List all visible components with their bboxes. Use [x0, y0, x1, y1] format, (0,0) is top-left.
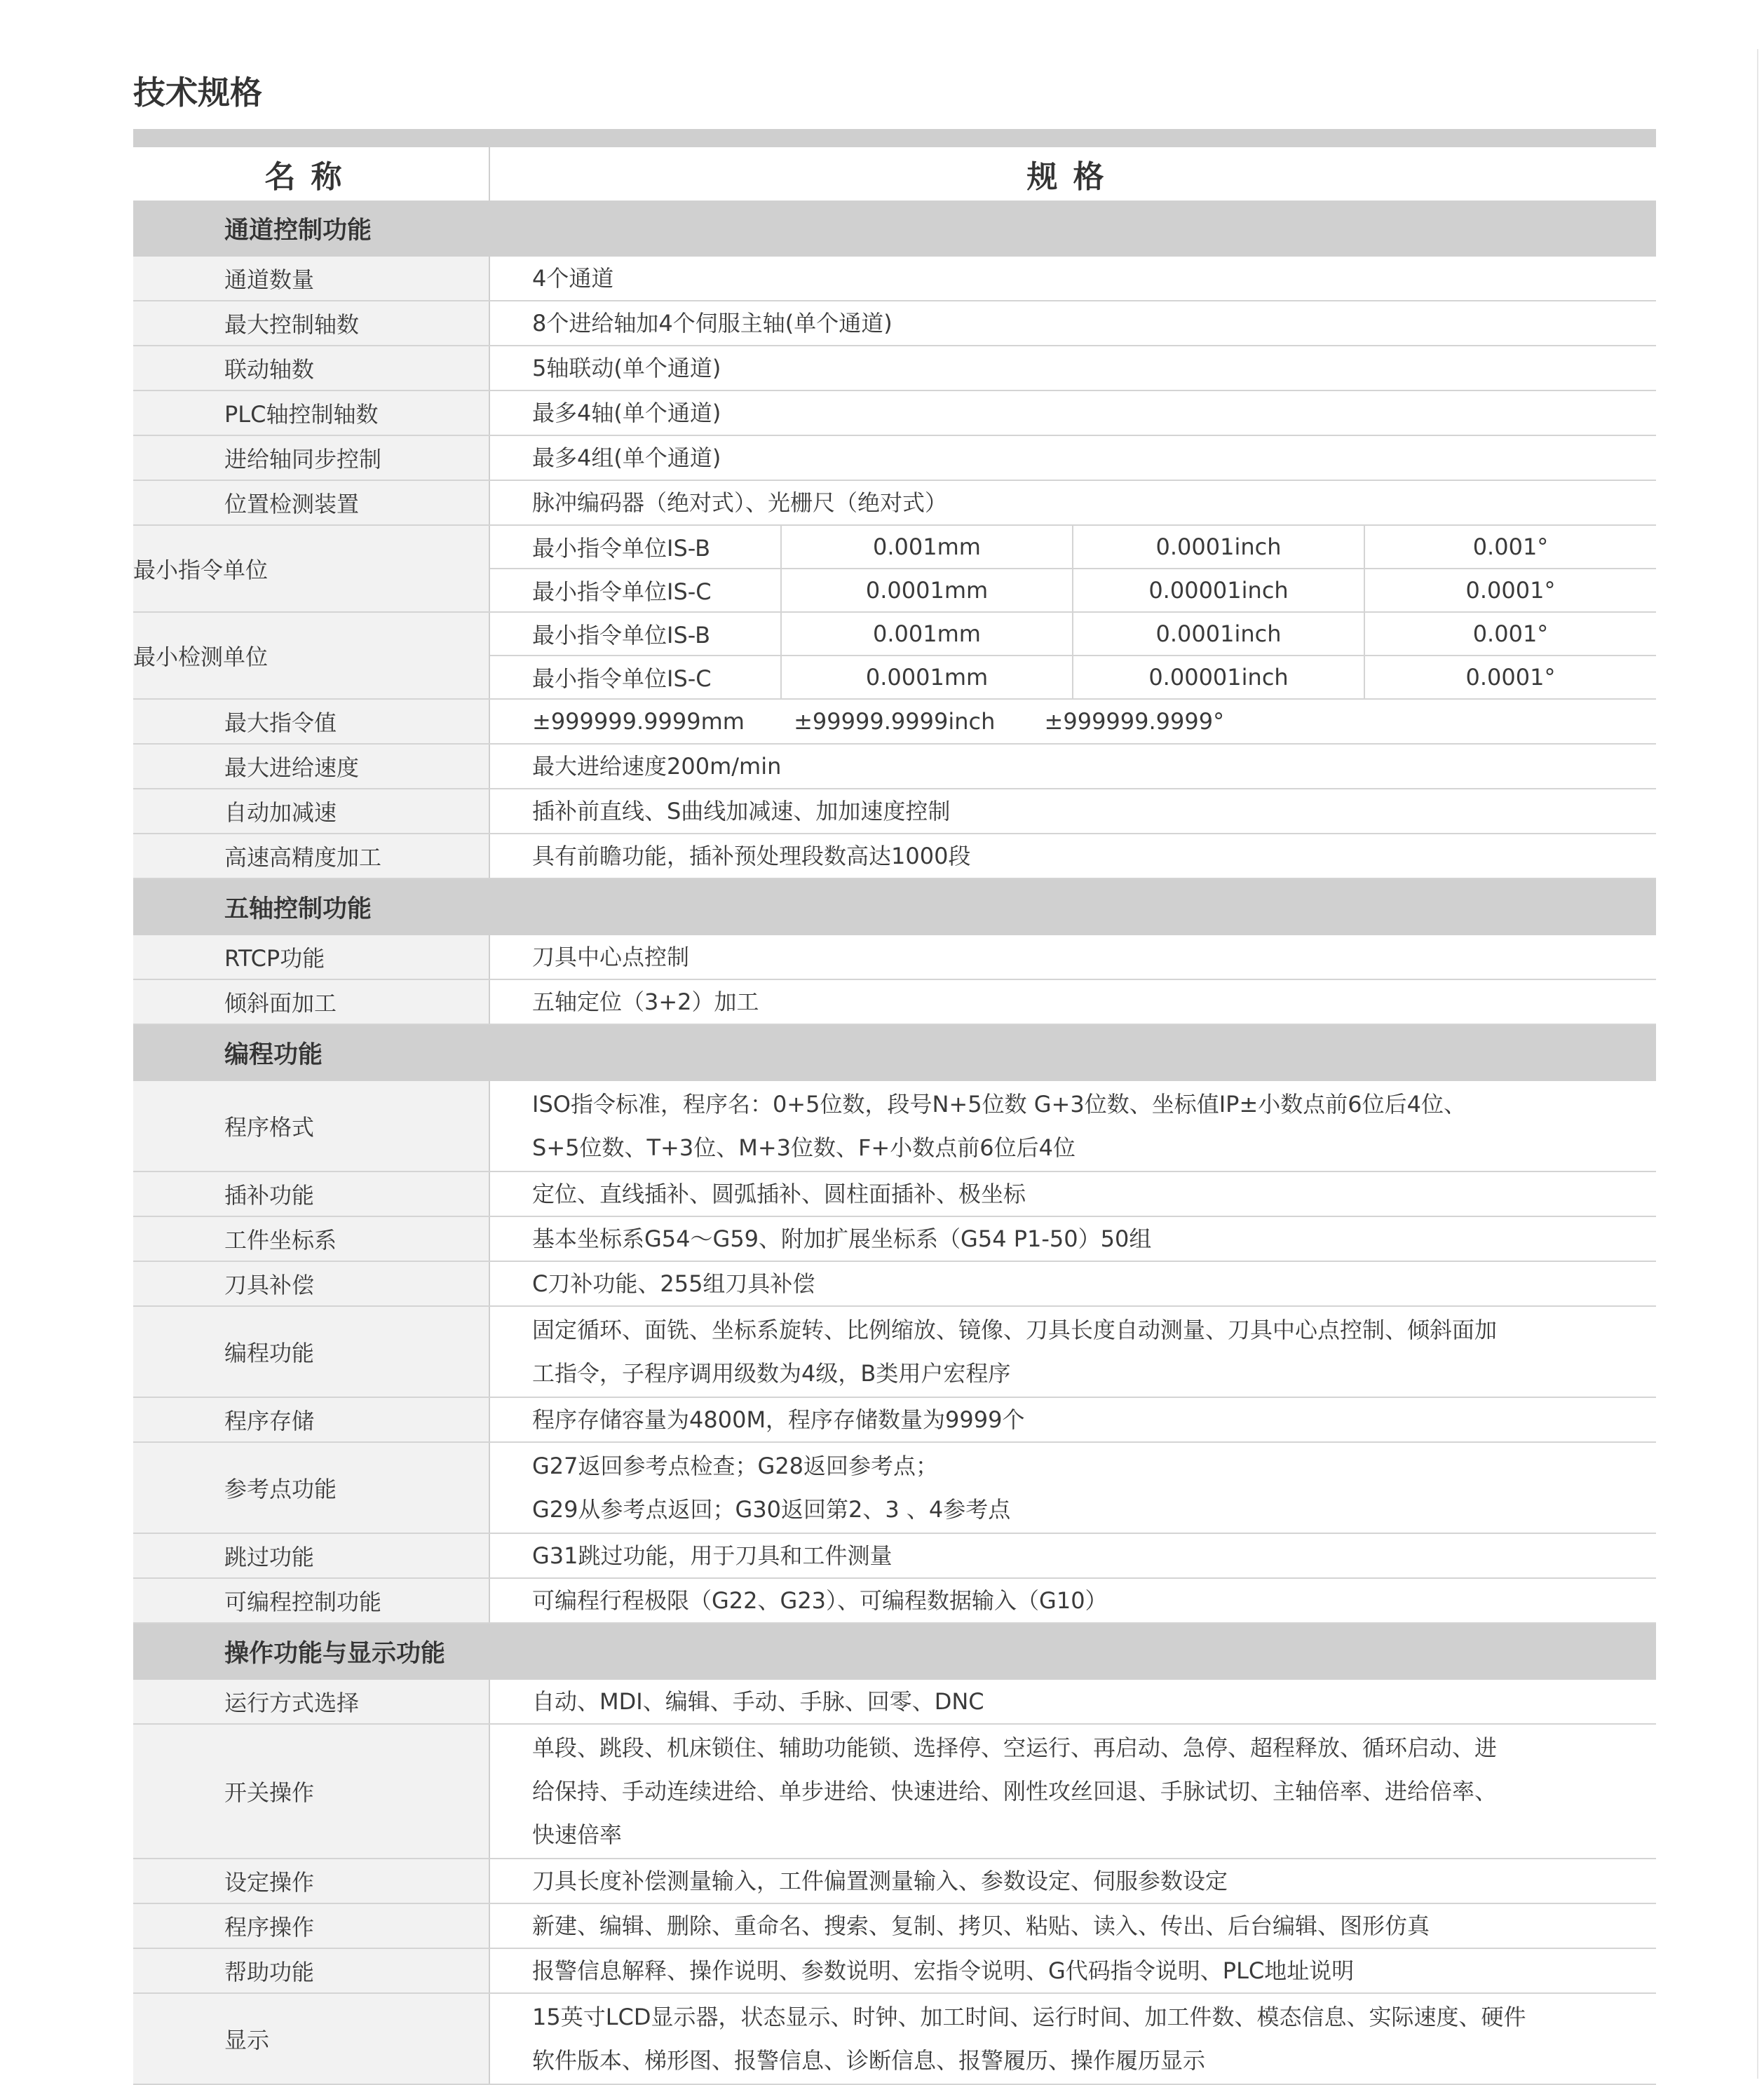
row-name: 最大进给速度 [133, 744, 489, 789]
table-row [133, 834, 1656, 878]
row-value [489, 1993, 1656, 2084]
unit-mm: 0.0001mm [781, 656, 1073, 699]
unit-inch: 0.00001inch [1073, 569, 1364, 612]
unit-label: 最小指令单位IS-B [489, 612, 781, 656]
row-name: 开关操作 [133, 1724, 489, 1859]
page-title: 技术规格 [133, 74, 262, 111]
max-value-deg: ±999999.9999° [1044, 708, 1225, 735]
unit-label: 最小指令单位IS-C [489, 569, 781, 612]
table-row [133, 1306, 1656, 1397]
row-name: 通道数量 [133, 257, 489, 301]
row-value: 插补前直线、S曲线加减速、加加速度控制 [489, 789, 1656, 834]
row-value: 刀具中心点控制 [489, 935, 1656, 979]
table-row [133, 525, 1656, 569]
unit-inch: 0.00001inch [1073, 656, 1364, 699]
row-value-line: S+5位数、T+3位、M+3位数、F+小数点前6位后4位 [532, 1134, 1076, 1161]
row-name: 编程功能 [133, 1306, 489, 1397]
row-name: PLC轴控制轴数 [133, 390, 489, 435]
table-row [133, 257, 1656, 301]
row-value: 具有前瞻功能，插补预处理段数高达1000段 [489, 834, 1656, 878]
row-value-line: 15英寸LCD显示器，状态显示、时钟、加工时间、运行时间、加工件数、模态信息、实际速度、硬件 [532, 2004, 1526, 2030]
row-name: 设定操作 [133, 1859, 489, 1903]
max-value-mm: ±999999.9999mm [532, 708, 745, 735]
unit-mm: 0.0001mm [781, 569, 1073, 612]
row-value [489, 1081, 1656, 1171]
table-row [133, 699, 1656, 744]
row-value: 基本坐标系G54～G59、附加扩展坐标系（G54 P1-50）50组 [489, 1216, 1656, 1261]
row-name: 高速高精度加工 [133, 834, 489, 878]
table-row [133, 1261, 1656, 1306]
table-row [133, 789, 1656, 834]
table-row [133, 1578, 1656, 1623]
row-value-line: 单段、跳段、机床锁住、辅助功能锁、选择停、空运行、再启动、急停、超程释放、循环启动、进 [532, 1734, 1498, 1761]
unit-label: 最小指令单位IS-C [489, 656, 781, 699]
unit-deg: 0.0001° [1364, 569, 1656, 612]
row-name: 插补功能 [133, 1171, 489, 1216]
row-value: 8个进给轴加4个伺服主轴(单个通道) [489, 301, 1656, 346]
row-name: 最大指令值 [133, 699, 489, 744]
table-row [133, 1216, 1656, 1261]
row-value [489, 1442, 1656, 1533]
row-name: 程序格式 [133, 1081, 489, 1171]
row-name: 联动轴数 [133, 346, 489, 390]
table-row [133, 1859, 1656, 1903]
table-row [133, 435, 1656, 480]
row-name: 显示 [133, 1993, 489, 2084]
row-value: 自动、MDI、编辑、手动、手脉、回零、DNC [489, 1680, 1656, 1724]
table-row [133, 1442, 1656, 1533]
row-name: 最小检测单位 [133, 612, 489, 699]
row-value: 脉冲编码器（绝对式）、光栅尺（绝对式） [489, 480, 1656, 525]
row-name: 帮助功能 [133, 1948, 489, 1993]
table-row [133, 1903, 1656, 1948]
table-row [133, 935, 1656, 979]
table-row [133, 1680, 1656, 1724]
table-row [133, 1533, 1656, 1578]
row-value: 可编程行程极限（G22、G23）、可编程数据输入（G10） [489, 1578, 1656, 1623]
row-value: 程序存储容量为4800M，程序存储数量为9999个 [489, 1397, 1656, 1442]
table-row [133, 346, 1656, 390]
table-row [133, 1171, 1656, 1216]
unit-inch: 0.0001inch [1073, 612, 1364, 656]
row-name: 最大控制轴数 [133, 301, 489, 346]
row-name: 最小指令单位 [133, 525, 489, 612]
table-row [133, 1724, 1656, 1859]
spec-table [133, 147, 1656, 2085]
row-value [489, 699, 1656, 744]
unit-deg: 0.001° [1364, 612, 1656, 656]
row-name: 倾斜面加工 [133, 979, 489, 1024]
row-value: 刀具长度补偿测量输入，工件偏置测量输入、参数设定、伺服参数设定 [489, 1859, 1656, 1903]
section-header [133, 1623, 1656, 1680]
row-name: 程序存储 [133, 1397, 489, 1442]
table-row [133, 1397, 1656, 1442]
row-name: 运行方式选择 [133, 1680, 489, 1724]
table-top-bar [133, 129, 1656, 147]
header-name: 名称 [133, 147, 489, 201]
section-title-channel: 通道控制功能 [133, 201, 1656, 257]
row-value-line: 固定循环、面铣、坐标系旋转、比例缩放、镜像、刀具长度自动测量、刀具中心点控制、倾斜面加 [532, 1317, 1498, 1343]
max-value-inch: ±99999.9999inch [794, 708, 996, 735]
row-value-line: 给保持、手动连续进给、单步进给、快速进给、刚性攻丝回退、手脉试切、主轴倍率、进给倍率、 [532, 1778, 1498, 1805]
row-value-line: G27返回参考点检查；G28返回参考点； [532, 1453, 939, 1479]
row-name: 可编程控制功能 [133, 1578, 489, 1623]
unit-deg: 0.001° [1364, 525, 1656, 569]
row-value: 五轴定位（3+2）加工 [489, 979, 1656, 1024]
unit-mm: 0.001mm [781, 525, 1073, 569]
table-row [133, 612, 1656, 656]
row-name: 参考点功能 [133, 1442, 489, 1533]
table-row [133, 979, 1656, 1024]
unit-inch: 0.0001inch [1073, 525, 1364, 569]
table-row [133, 390, 1656, 435]
row-name: 程序操作 [133, 1903, 489, 1948]
header-spec: 规格 [489, 147, 1656, 201]
row-value: 最多4组(单个通道) [489, 435, 1656, 480]
table-row [133, 301, 1656, 346]
unit-label: 最小指令单位IS-B [489, 525, 781, 569]
row-value: 5轴联动(单个通道) [489, 346, 1656, 390]
row-value-line: ISO指令标准，程序名：0+5位数，段号N+5位数 G+3位数、坐标值IP±小数点前6位后4位、 [532, 1091, 1466, 1118]
row-value [489, 1724, 1656, 1859]
table-row [133, 1948, 1656, 1993]
section-header [133, 1024, 1656, 1081]
table-row [133, 480, 1656, 525]
row-name: RTCP功能 [133, 935, 489, 979]
section-title-five-axis: 五轴控制功能 [133, 878, 1656, 935]
row-value: 报警信息解释、操作说明、参数说明、宏指令说明、G代码指令说明、PLC地址说明 [489, 1948, 1656, 1993]
row-name: 刀具补偿 [133, 1261, 489, 1306]
section-header [133, 201, 1656, 257]
row-name: 跳过功能 [133, 1533, 489, 1578]
row-value [489, 1306, 1656, 1397]
table-header [133, 147, 1656, 201]
table-row [133, 1993, 1656, 2084]
row-value: 最大进给速度200m/min [489, 744, 1656, 789]
section-title-operation: 操作功能与显示功能 [133, 1623, 1656, 1680]
row-value: 最多4轴(单个通道) [489, 390, 1656, 435]
row-value-line: 快速倍率 [532, 1821, 623, 1848]
row-name: 进给轴同步控制 [133, 435, 489, 480]
row-value: 4个通道 [489, 257, 1656, 301]
unit-mm: 0.001mm [781, 612, 1073, 656]
row-value: G31跳过功能，用于刀具和工件测量 [489, 1533, 1656, 1578]
section-header [133, 878, 1656, 935]
row-name: 工件坐标系 [133, 1216, 489, 1261]
row-name: 位置检测装置 [133, 480, 489, 525]
row-value: C刀补功能、255组刀具补偿 [489, 1261, 1656, 1306]
table-row [133, 744, 1656, 789]
section-title-programming: 编程功能 [133, 1024, 1656, 1081]
table-row [133, 1081, 1656, 1171]
page-edge-line [1757, 49, 1758, 2079]
row-value-line: 软件版本、梯形图、报警信息、诊断信息、报警履历、操作履历显示 [532, 2047, 1206, 2074]
row-value: 定位、直线插补、圆弧插补、圆柱面插补、极坐标 [489, 1171, 1656, 1216]
row-value-line: G29从参考点返回；G30返回第2、3 、4参考点 [532, 1496, 1011, 1523]
unit-deg: 0.0001° [1364, 656, 1656, 699]
row-name: 自动加减速 [133, 789, 489, 834]
row-value-line: 工指令，子程序调用级数为4级，B类用户宏程序 [532, 1360, 1011, 1387]
row-value: 新建、编辑、删除、重命名、搜索、复制、拷贝、粘贴、读入、传出、后台编辑、图形仿真 [489, 1903, 1656, 1948]
